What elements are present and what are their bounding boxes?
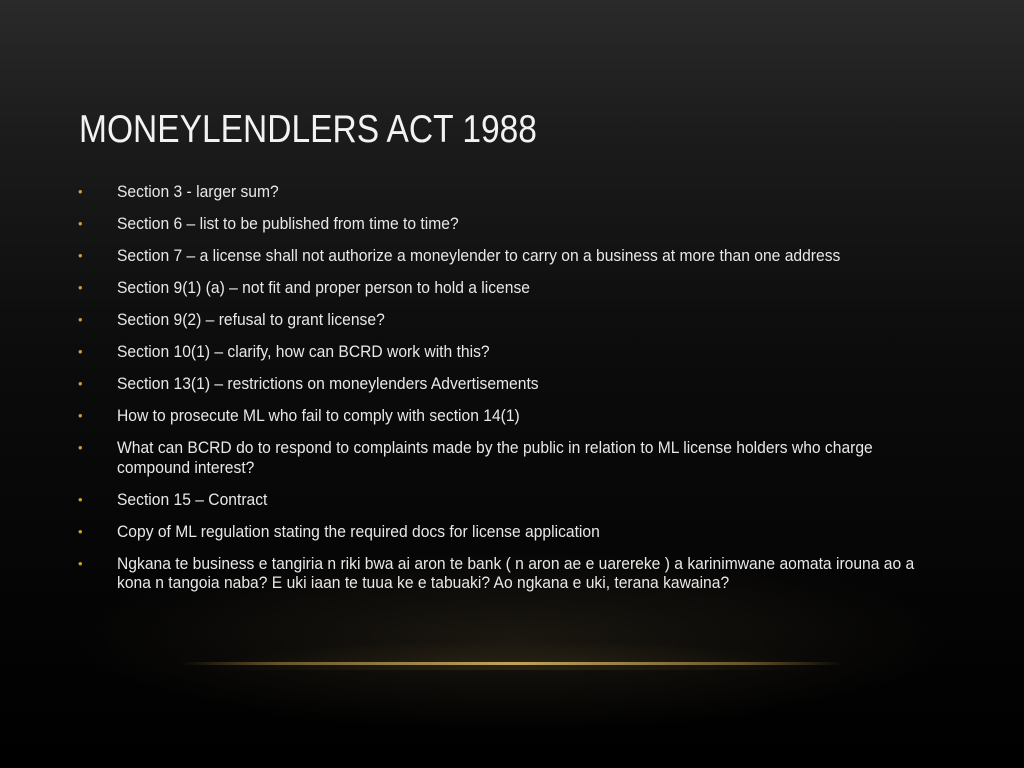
- bullet-text: Section 3 - larger sum?: [117, 182, 279, 201]
- bullet-icon: •: [78, 280, 83, 295]
- list-item: [78, 490, 978, 510]
- list-item: [78, 522, 978, 542]
- bullet-text: What can BCRD do to respond to complaints made by the public in relation to ML license holders who charge compound interest?: [117, 438, 873, 477]
- bullet-icon: •: [78, 491, 83, 507]
- bullet-text: How to prosecute ML who fail to comply with section 14(1): [117, 406, 520, 425]
- bullet-icon: •: [78, 408, 83, 423]
- list-item: [78, 406, 978, 426]
- bullet-text: Section 9(1) (a) – not fit and proper person to hold a license: [117, 278, 530, 297]
- list-item: [78, 310, 978, 330]
- bullet-text: Section 7 – a license shall not authorize a moneylender to carry on a business at more than one address: [117, 246, 841, 265]
- list-item: [78, 246, 978, 266]
- list-item: [78, 214, 978, 234]
- bullet-text: Section 13(1) – restrictions on moneylenders Advertisements: [117, 374, 539, 393]
- list-item: [78, 182, 978, 202]
- list-item: [78, 374, 978, 394]
- bullet-icon: •: [78, 312, 83, 327]
- decorative-divider: [180, 662, 844, 665]
- bullet-icon: •: [78, 344, 83, 359]
- bullet-text: Section 9(2) – refusal to grant license?: [117, 310, 385, 329]
- list-item: [78, 554, 978, 593]
- list-item: [78, 342, 978, 362]
- bullet-icon: •: [78, 523, 83, 539]
- divider-glow: [200, 640, 824, 670]
- bullet-icon: •: [78, 248, 83, 263]
- bullet-text: Section 6 – list to be published from time to time?: [117, 214, 459, 233]
- bullet-icon: •: [78, 376, 83, 391]
- bullet-list: [78, 182, 978, 605]
- slide-title: MONEYLENDLERS ACT 1988: [79, 108, 537, 151]
- list-item: [78, 438, 978, 477]
- bullet-text: Section 15 – Contract: [117, 489, 268, 509]
- bullet-text: Section 10(1) – clarify, how can BCRD work with this?: [117, 342, 490, 361]
- bullet-icon: •: [78, 555, 83, 571]
- bullet-icon: •: [78, 216, 83, 231]
- bullet-text: Copy of ML regulation stating the required docs for license application: [117, 521, 600, 541]
- bullet-icon: •: [78, 440, 83, 455]
- bullet-icon: •: [78, 184, 83, 199]
- bullet-text: Ngkana te business e tangiria n riki bwa ai aron te bank ( n aron ae e uarereke ) a karinimwane aomata irouna ao a kona n tangoia naba? E uki iaan te tuua ke e tabuaki? Ao ngkana e uki, terana kawaina?: [117, 553, 915, 592]
- list-item: [78, 278, 978, 298]
